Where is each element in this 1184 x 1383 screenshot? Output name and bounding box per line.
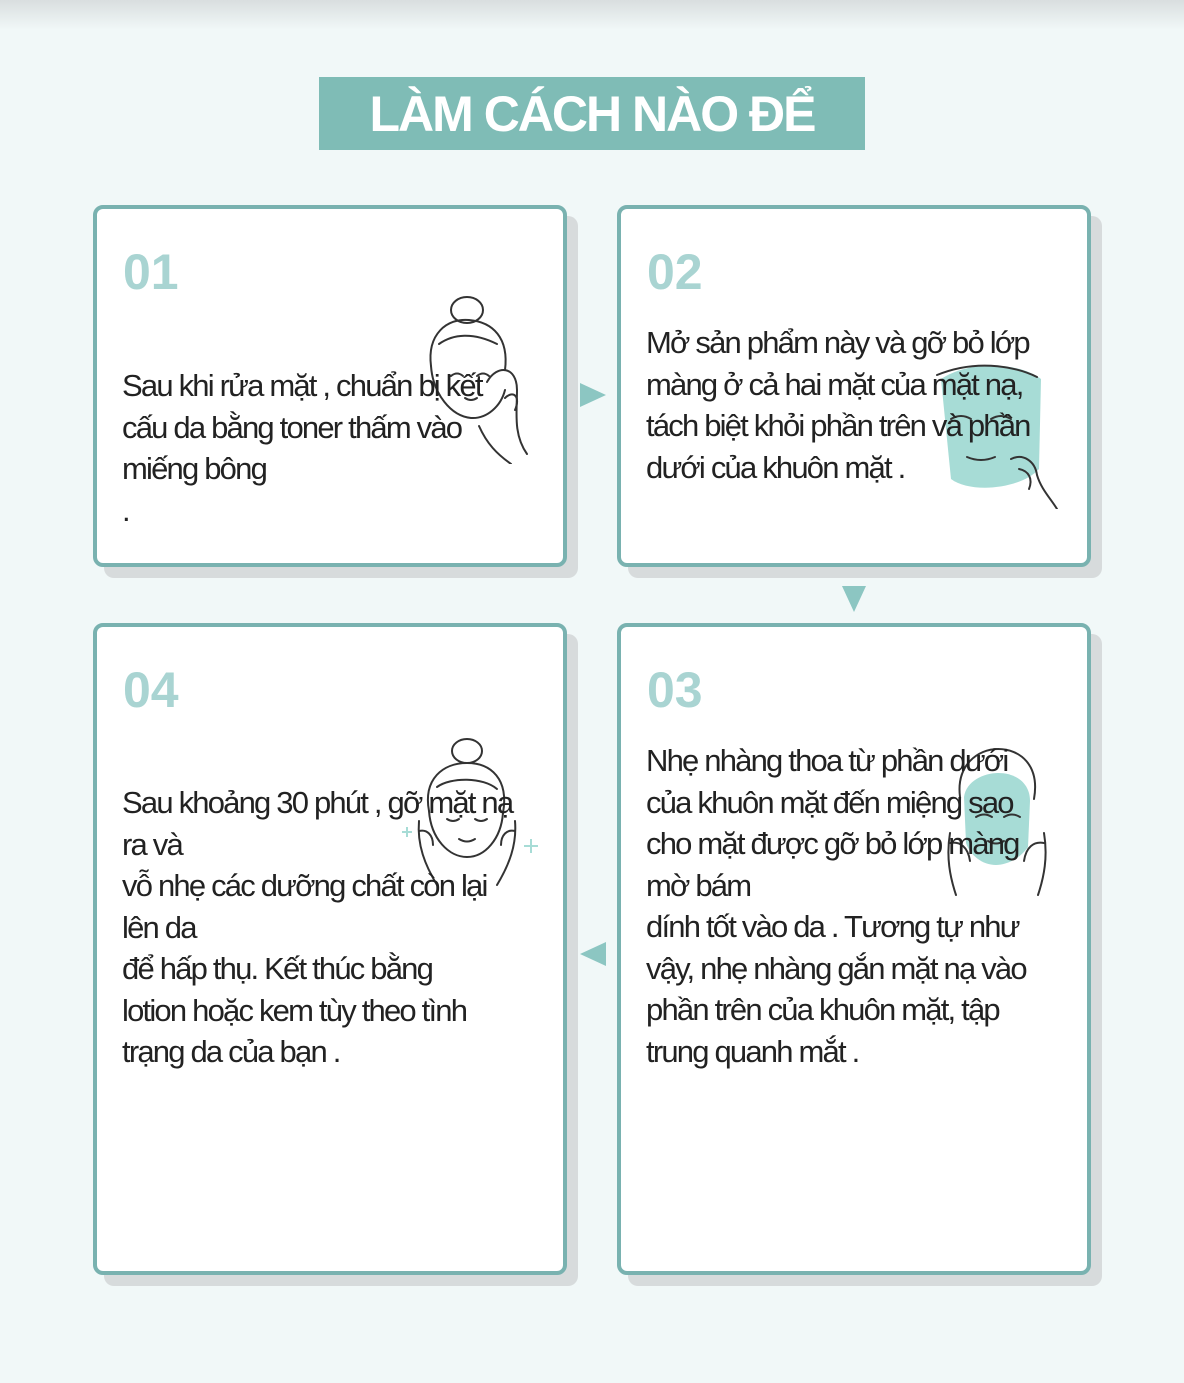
step-number: 04 <box>123 662 179 718</box>
step-card-02 <box>617 205 1091 567</box>
step-number: 03 <box>647 662 703 718</box>
top-shadow <box>0 0 1184 30</box>
arrow-left-icon <box>580 942 606 966</box>
page-title: LÀM CÁCH NÀO ĐỂ <box>369 85 815 142</box>
step-text: Sau khi rửa mặt , chuẩn bị kết cấu da bằng toner thấm vào miếng bông . <box>122 368 482 528</box>
title-banner <box>319 77 865 150</box>
step-card-01 <box>93 205 567 567</box>
step-text: Mở sản phẩm này và gỡ bỏ lớp màng ở cả hai mặt của mặt nạ, tách biệt khỏi phần trên và phần dưới của khuôn mặt . <box>646 325 1030 485</box>
step-text: Nhẹ nhàng thoa từ phần dưới của khuôn mặt đến miệng sao cho mặt được gỡ bỏ lớp màng mờ bám dính tốt vào da . Tương tự như vậy, nhẹ nhàng gắn mặt nạ vào phần trên của khuôn mặt, tập trung quanh mắt . <box>646 743 1026 1069</box>
step-card-03 <box>617 623 1091 1275</box>
step-number: 01 <box>123 244 179 300</box>
step-number: 02 <box>647 244 703 300</box>
arrow-right-icon <box>580 383 606 407</box>
arrow-down-icon <box>842 586 866 612</box>
step-card-04 <box>93 623 567 1275</box>
step-text: Sau khoảng 30 phút , gỡ mặt nạ ra và vỗ nhẹ các dưỡng chất còn lại lên da để hấp thụ. Kết thúc bằng lotion hoặc kem tùy theo tình trạng da của bạn . <box>122 785 513 1069</box>
